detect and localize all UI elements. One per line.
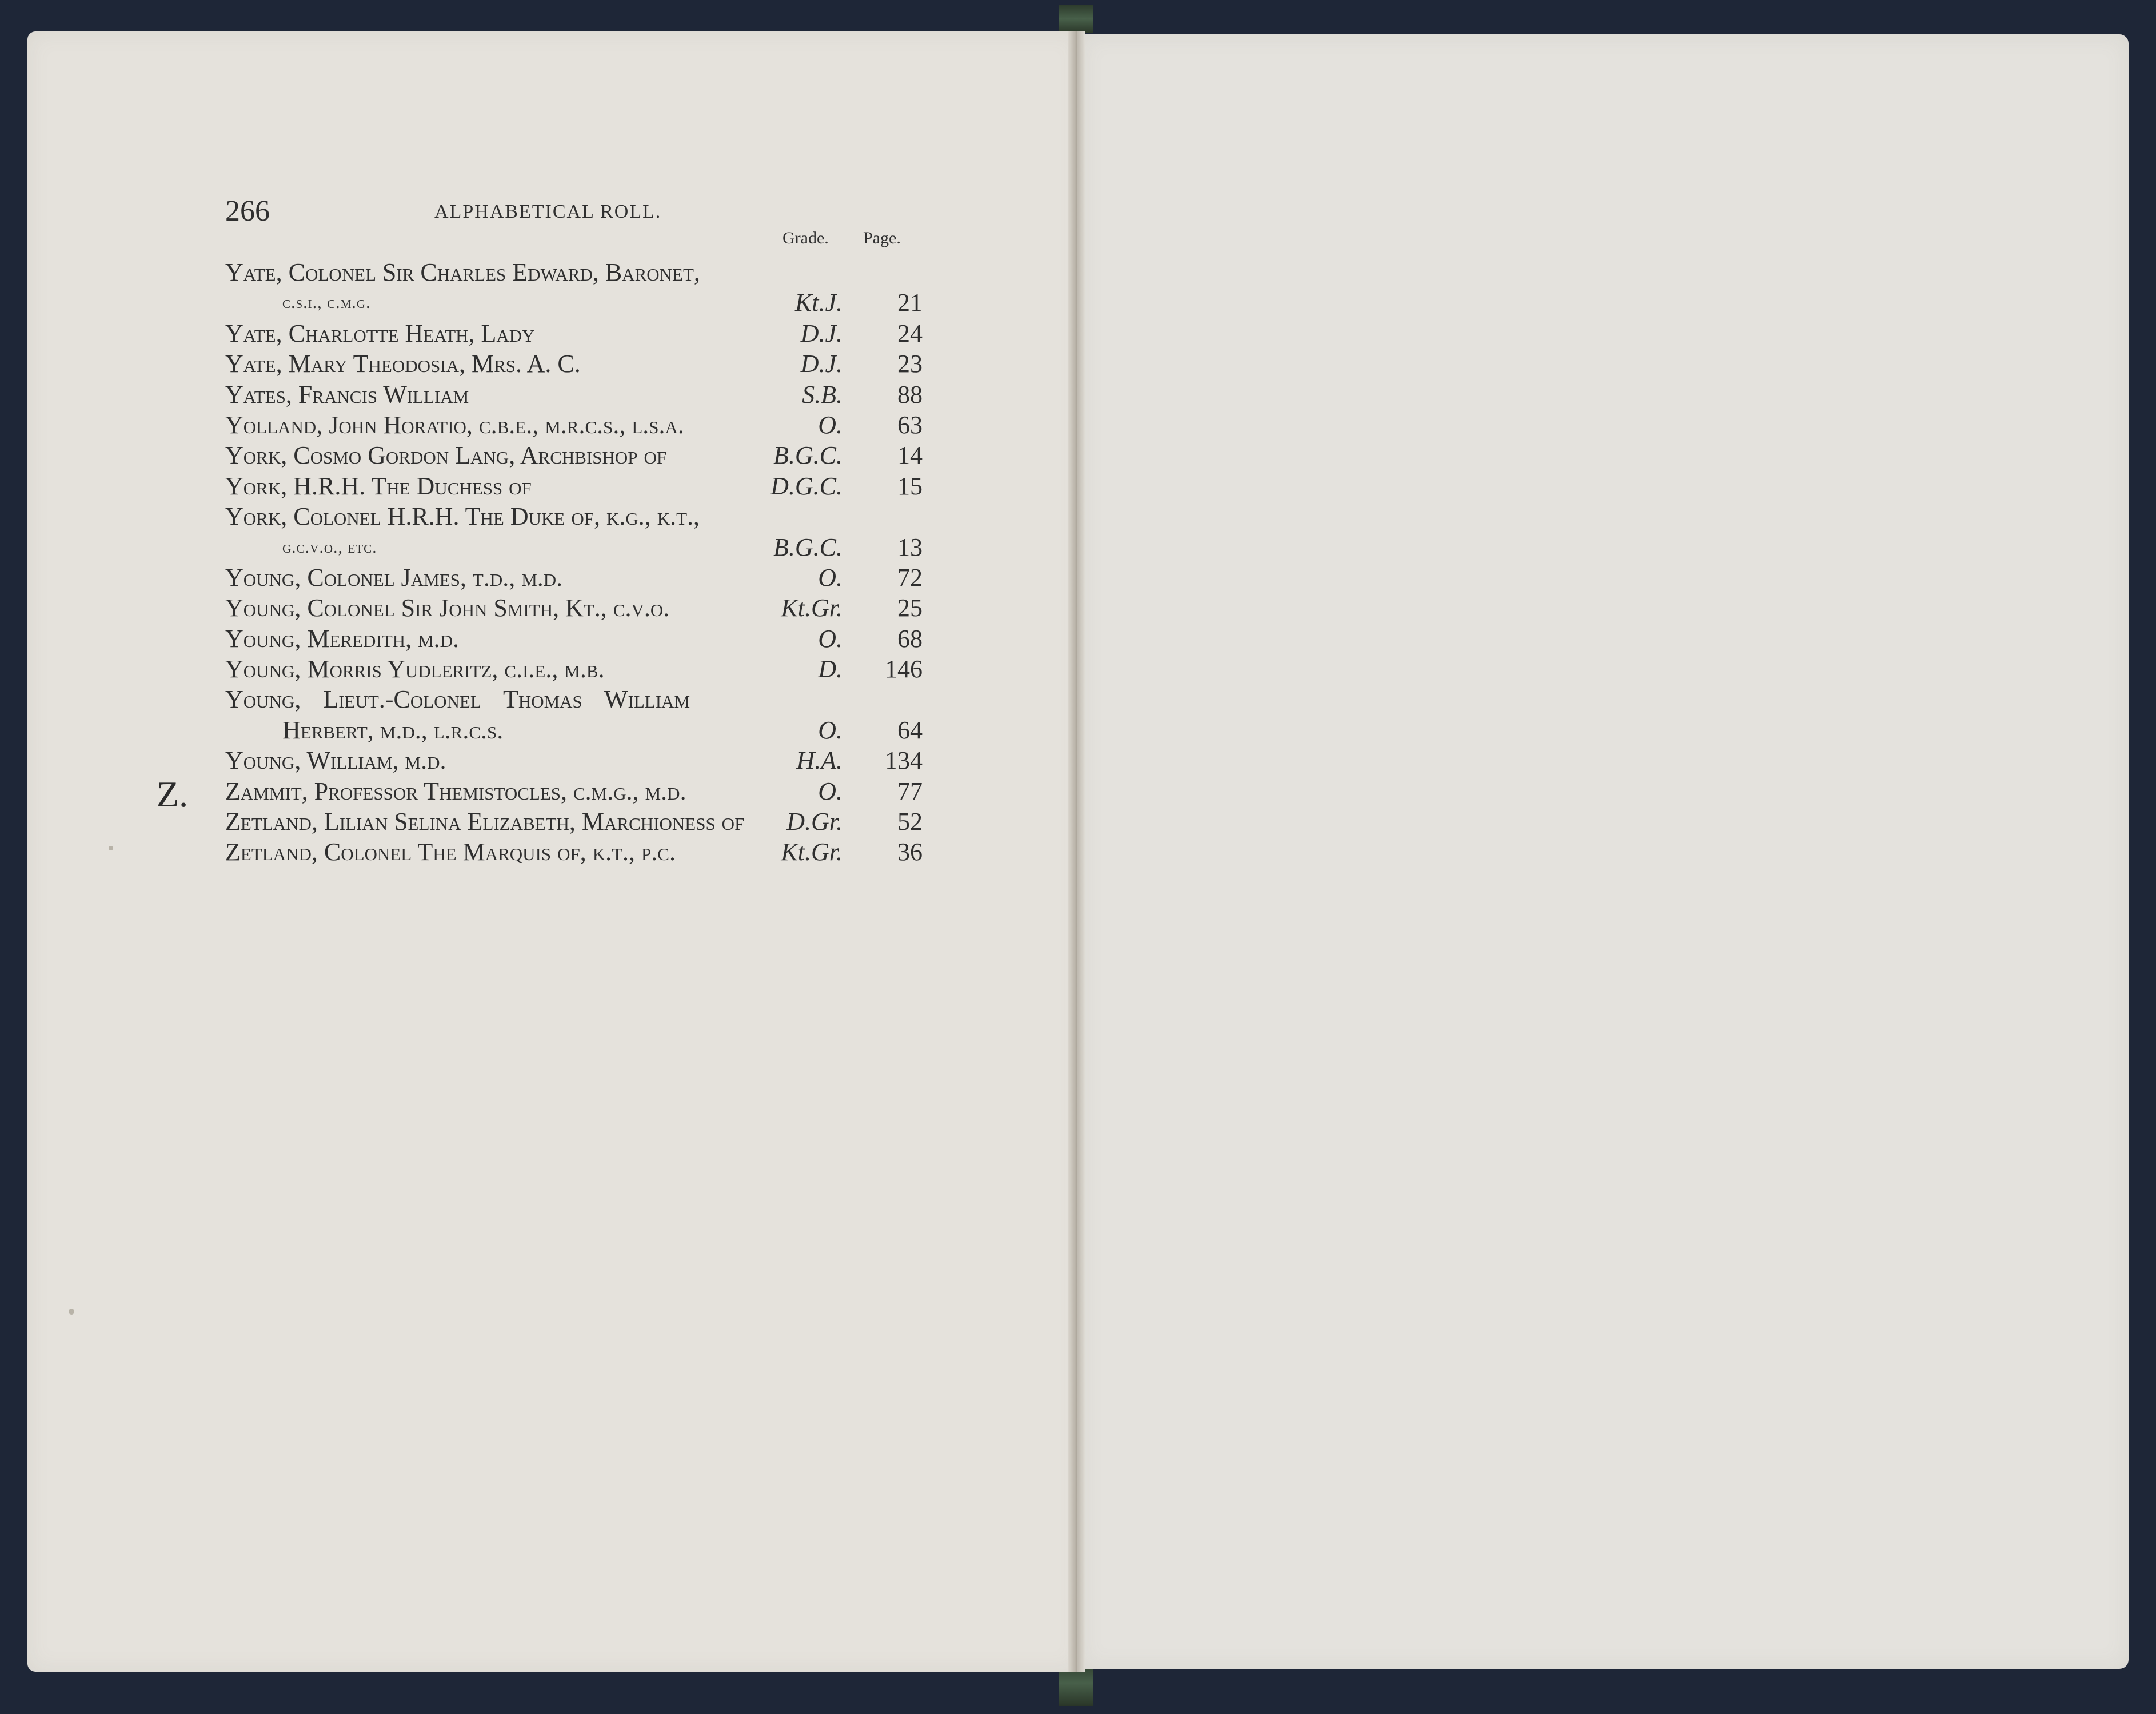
entry-row <box>225 562 923 593</box>
entry-grade: D.Gr. <box>786 808 843 836</box>
entry-name: Zetland, Colonel The Marquis of, k.t., p.c. <box>225 838 676 866</box>
entry-row <box>225 349 923 379</box>
entry-name: Young, Lieut.-Colonel Thomas William <box>225 685 690 714</box>
entry-row <box>225 318 923 349</box>
spine-headband-top <box>1059 5 1093 33</box>
entry-page: 77 <box>897 777 923 805</box>
entry-list <box>225 257 923 868</box>
entry-row <box>225 501 923 532</box>
entry-row <box>225 440 923 470</box>
entry-name: Yate, Colonel Sir Charles Edward, Baronet, <box>225 258 700 286</box>
entry-page: 21 <box>897 289 923 317</box>
entry-grade: B.G.C. <box>773 533 843 561</box>
entry-name: Young, Meredith, m.d. <box>225 624 459 653</box>
entry-row <box>225 287 923 318</box>
entry-page: 68 <box>897 624 923 653</box>
entry-page: 72 <box>897 563 923 592</box>
entry-row <box>225 806 923 837</box>
entry-grade: D. <box>818 655 843 684</box>
entry-name: g.c.v.o., etc. <box>282 537 377 557</box>
right-page-blank <box>1081 34 2129 1669</box>
column-headers <box>225 229 923 257</box>
entry-grade: Kt.Gr. <box>781 838 843 866</box>
entry-grade: D.G.C. <box>770 472 843 500</box>
page-number: 266 <box>225 195 270 227</box>
entry-row <box>225 715 923 745</box>
alphabetical-roll <box>225 194 923 868</box>
entry-page: 134 <box>885 746 923 775</box>
entry-grade: O. <box>818 716 843 744</box>
entry-page: 146 <box>885 655 923 684</box>
section-letter-z: Z. <box>157 774 189 814</box>
entry-page: 63 <box>897 410 923 439</box>
entry-page: 24 <box>897 319 923 347</box>
entry-name: York, Colonel H.R.H. The Duke of, k.g., k.t., <box>225 502 700 531</box>
entry-row <box>225 654 923 684</box>
entry-row <box>225 257 923 287</box>
entry-grade: H.A. <box>796 746 843 775</box>
entry-name: c.s.i., c.m.g. <box>282 293 371 313</box>
page-column-header: Page. <box>863 229 901 247</box>
entry-row <box>225 837 923 867</box>
entry-page: 25 <box>897 594 923 622</box>
entry-grade: S.B. <box>802 380 843 409</box>
running-head: ALPHABETICAL ROLL. <box>434 201 662 222</box>
entry-row <box>225 684 923 714</box>
entry-name: Young, William, m.d. <box>225 746 446 775</box>
entry-page: 36 <box>897 838 923 866</box>
entry-page: 13 <box>897 533 923 561</box>
entry-row <box>225 379 923 410</box>
entry-row <box>225 776 923 806</box>
entry-row <box>225 532 923 562</box>
entry-name: Young, Colonel Sir John Smith, Kt., c.v.o. <box>225 594 670 622</box>
entry-grade: D.J. <box>800 319 843 347</box>
entry-name: York, Cosmo Gordon Lang, Archbishop of <box>225 441 667 470</box>
entry-row <box>225 410 923 440</box>
entry-page: 14 <box>897 441 923 470</box>
entry-page: 52 <box>897 808 923 836</box>
entry-page: 64 <box>897 716 923 744</box>
book-gutter <box>1068 31 1085 1672</box>
entry-name: Herbert, m.d., l.r.c.s. <box>282 716 504 744</box>
paper-speck <box>109 846 113 850</box>
paper-speck <box>69 1309 74 1315</box>
entry-grade: O. <box>818 563 843 592</box>
entry-row <box>225 745 923 776</box>
entry-grade: Kt.Gr. <box>781 594 843 622</box>
entry-page: 88 <box>897 380 923 409</box>
entry-grade: O. <box>818 410 843 439</box>
entry-grade: O. <box>818 624 843 653</box>
entry-name: Yate, Charlotte Heath, Lady <box>225 319 535 347</box>
entry-name: Yate, Mary Theodosia, Mrs. A. C. <box>225 350 581 378</box>
entry-grade: Kt.J. <box>794 289 843 317</box>
entry-grade: D.J. <box>800 350 843 378</box>
entry-page: 15 <box>897 472 923 500</box>
entry-name: Yates, Francis William <box>225 380 469 409</box>
grade-column-header: Grade. <box>782 229 829 247</box>
entry-page: 23 <box>897 350 923 378</box>
entry-name: Zetland, Lilian Selina Elizabeth, Marchioness of <box>225 808 745 836</box>
page-header <box>225 194 923 229</box>
entry-row <box>225 624 923 654</box>
entry-name: Zammit, Professor Themistocles, c.m.g., m.d. <box>225 777 686 805</box>
entry-name: York, H.R.H. The Duchess of <box>225 472 532 500</box>
entry-row <box>225 471 923 501</box>
entry-grade: B.G.C. <box>773 441 843 470</box>
entry-name: Young, Colonel James, t.d., m.d. <box>225 563 563 592</box>
entry-name: Yolland, John Horatio, c.b.e., m.r.c.s., l.s.a. <box>225 410 684 439</box>
entry-grade: O. <box>818 777 843 805</box>
entry-row <box>225 593 923 623</box>
entry-name: Young, Morris Yudleritz, c.i.e., m.b. <box>225 655 605 684</box>
